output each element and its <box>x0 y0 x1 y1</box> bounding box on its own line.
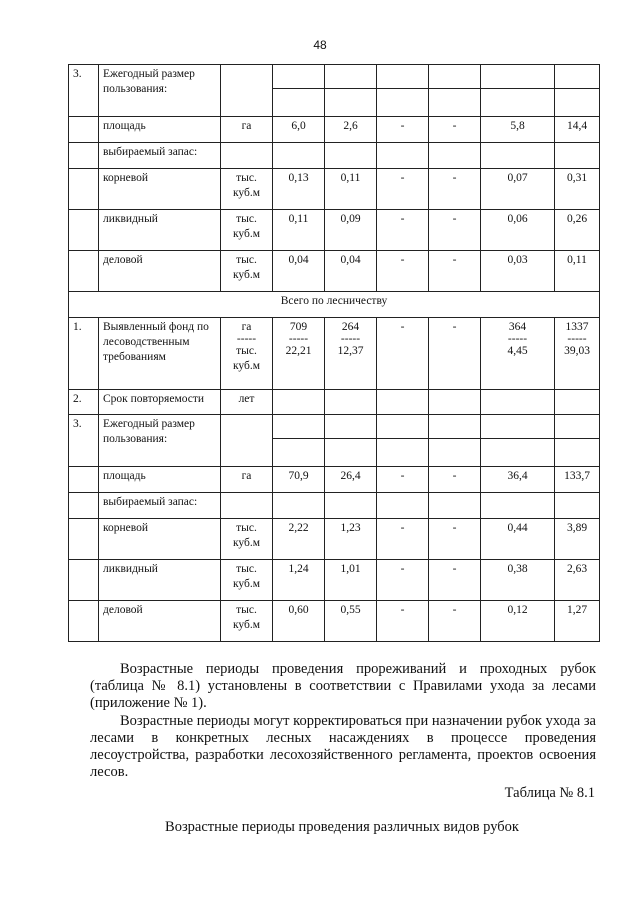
unit-cell: тыс. куб.м <box>221 210 273 251</box>
table-row <box>69 169 600 210</box>
table-row <box>69 519 600 560</box>
table-row <box>69 390 600 415</box>
value-cell: - <box>377 169 429 210</box>
row-label: корневой <box>99 519 221 560</box>
value-cell: 0,11 <box>273 210 325 251</box>
unit-top: га <box>241 321 252 333</box>
section-subtitle: Всего по лесничеству <box>69 292 600 318</box>
value-cell: - <box>429 318 481 390</box>
value-cell: 0,55 <box>325 601 377 642</box>
value-cell: 6,0 <box>273 117 325 143</box>
value-cell: - <box>429 210 481 251</box>
unit-cell: га <box>221 117 273 143</box>
value-cell: 3,89 <box>555 519 600 560</box>
table-row <box>69 143 600 169</box>
value-cell: 1,24 <box>273 560 325 601</box>
value-cell: - <box>429 467 481 493</box>
paragraph-age-periods: Возрастные периоды проведения прореживаний и проходных рубок (таблица № 8.1) установлены в соответствии с Правилами ухода за лесами (приложение № 1). <box>90 661 596 711</box>
table-row <box>69 560 600 601</box>
value-cell: - <box>377 601 429 642</box>
value-cell: 26,4 <box>325 467 377 493</box>
value-cell: 14,4 <box>555 117 600 143</box>
unit-cell <box>221 318 273 390</box>
value-cell: 2,63 <box>555 560 600 601</box>
value-cell: 0,12 <box>481 601 555 642</box>
table-number-label: Таблица № 8.1 <box>504 785 595 801</box>
value-cell: - <box>377 519 429 560</box>
value-cell: - <box>429 251 481 292</box>
row-label: площадь <box>99 117 221 143</box>
value-cell: - <box>429 117 481 143</box>
value-cell: 0,26 <box>555 210 600 251</box>
value-cell: 0,38 <box>481 560 555 601</box>
value-cell: 0,07 <box>481 169 555 210</box>
row-label: выбираемый запас: <box>99 493 221 519</box>
unit-cell: лет <box>221 390 273 415</box>
unit-cell: тыс. куб.м <box>221 169 273 210</box>
unit-cell: тыс. куб.м <box>221 519 273 560</box>
row-label: Выявленный фонд по лесоводственным требованиям <box>99 318 221 390</box>
table-row <box>69 65 600 89</box>
value-cell: 133,7 <box>555 467 600 493</box>
value-cell: 0,06 <box>481 210 555 251</box>
row-number: 2. <box>69 390 99 415</box>
value-cell: 0,09 <box>325 210 377 251</box>
forest-use-table <box>68 64 600 642</box>
value-cell: - <box>377 251 429 292</box>
page-number: 48 <box>313 38 327 52</box>
value-cell: 1,23 <box>325 519 377 560</box>
row-label: Ежегодный размер пользования: <box>99 65 221 117</box>
value-cell: 0,04 <box>325 251 377 292</box>
row-label: деловой <box>99 251 221 292</box>
table-row <box>69 493 600 519</box>
value-cell: - <box>429 169 481 210</box>
unit-bottom: тыс. куб.м <box>232 345 261 372</box>
value-cell: 0,60 <box>273 601 325 642</box>
unit-separator: ----- <box>236 333 257 345</box>
row-number: 3. <box>69 415 99 467</box>
value-cell: 1337 ----- 39,03 <box>555 318 600 390</box>
unit-cell: тыс. куб.м <box>221 560 273 601</box>
value-cell: - <box>429 560 481 601</box>
table-row <box>69 415 600 439</box>
unit-cell <box>221 415 273 467</box>
value-cell: - <box>429 601 481 642</box>
value-cell: 264 ----- 12,37 <box>325 318 377 390</box>
unit-cell: тыс. куб.м <box>221 251 273 292</box>
row-number: 3. <box>69 65 99 117</box>
table-row <box>69 318 600 390</box>
table-caption: Возрастные периоды проведения различных видов рубок <box>165 819 519 835</box>
row-number: 1. <box>69 318 99 390</box>
row-label: выбираемый запас: <box>99 143 221 169</box>
unit-cell <box>221 65 273 117</box>
value-cell: 0,04 <box>273 251 325 292</box>
row-label: площадь <box>99 467 221 493</box>
value-cell: 2,6 <box>325 117 377 143</box>
value-cell: 70,9 <box>273 467 325 493</box>
value-cell: 5,8 <box>481 117 555 143</box>
value-cell: 1,01 <box>325 560 377 601</box>
value-cell: - <box>377 117 429 143</box>
table-row <box>69 117 600 143</box>
unit-cell: га <box>221 467 273 493</box>
unit-cell: тыс. куб.м <box>221 601 273 642</box>
table-row <box>69 251 600 292</box>
value-cell: - <box>429 519 481 560</box>
paragraph-age-adjustment: Возрастные периоды могут корректироваться при назначении рубок ухода за лесами в конкретных лесных насаждениях в процессе проведения лесоустройства, разработки лесохозяйственного регламента, проектов освоения лесов. <box>90 713 596 780</box>
row-label: ликвидный <box>99 560 221 601</box>
value-cell: - <box>377 318 429 390</box>
row-label: корневой <box>99 169 221 210</box>
table-row <box>69 292 600 318</box>
value-cell: 0,44 <box>481 519 555 560</box>
value-cell: 0,13 <box>273 169 325 210</box>
value-cell: 36,4 <box>481 467 555 493</box>
value-cell: 0,11 <box>555 251 600 292</box>
row-label: Срок повторяемости <box>99 390 221 415</box>
row-label: деловой <box>99 601 221 642</box>
value-cell: 0,11 <box>325 169 377 210</box>
value-cell: 1,27 <box>555 601 600 642</box>
table-row <box>69 467 600 493</box>
value-cell: - <box>377 210 429 251</box>
row-label: ликвидный <box>99 210 221 251</box>
value-cell: 364 ----- 4,45 <box>481 318 555 390</box>
value-cell: 2,22 <box>273 519 325 560</box>
value-cell: - <box>377 467 429 493</box>
value-cell: 0,03 <box>481 251 555 292</box>
table-row <box>69 210 600 251</box>
value-cell: 0,31 <box>555 169 600 210</box>
row-label: Ежегодный размер пользования: <box>99 415 221 467</box>
value-cell: 709 ----- 22,21 <box>273 318 325 390</box>
value-cell: - <box>377 560 429 601</box>
table-row <box>69 601 600 642</box>
